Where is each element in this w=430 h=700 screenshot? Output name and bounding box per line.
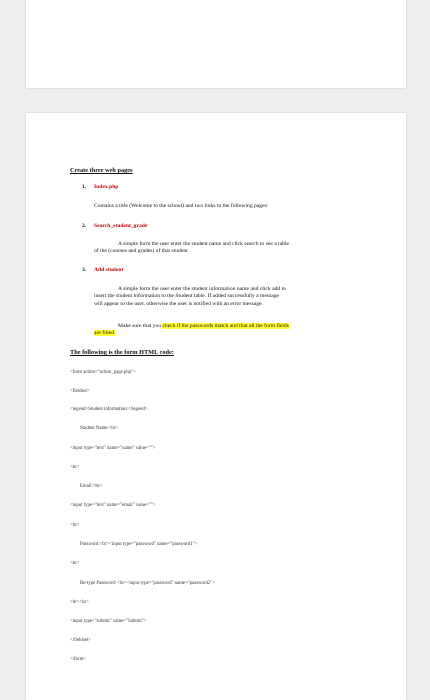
- item-name: Add student: [94, 267, 124, 273]
- code-line: <br>: [70, 465, 80, 470]
- item-name: Index.php: [94, 184, 119, 190]
- item-1-description: Contains a title (Welcome to the school) and two links to the following pages:: [94, 203, 269, 209]
- document-title: Create three web pages: [70, 167, 133, 174]
- previous-page-sheet: [26, 0, 406, 88]
- code-line: Student Name:<br>: [80, 426, 119, 431]
- code-title: The following is the form HTML code:: [70, 349, 174, 356]
- desc-line: A simple form the user enter the student information name and click add to: [118, 286, 286, 292]
- desc-line: insert the student information to the Student table. If added successfully a message: [94, 293, 280, 300]
- code-line: <br><br>: [70, 600, 89, 605]
- item-1-heading: [82, 184, 118, 191]
- item-2-heading: [82, 223, 147, 230]
- code-line: <br>: [70, 523, 80, 528]
- note-prefix: Make sure that you: [118, 323, 163, 329]
- item-number: 2.: [82, 223, 87, 229]
- note-highlight: are filled.: [94, 330, 116, 337]
- desc-line: of the (courses and grades) of that student: [94, 248, 188, 255]
- desc-line: A simple form the user enter the student name and click search to see a table: [118, 241, 290, 247]
- code-line: </fieldset>: [70, 638, 91, 643]
- note-highlight: check if the passwords match and that all the form fields: [162, 323, 289, 329]
- item-3-heading: [82, 267, 123, 274]
- note-paragraph: [94, 323, 356, 338]
- code-line: <form action="action_page.php">: [70, 370, 136, 375]
- item-2-description: [94, 241, 356, 256]
- code-line: Re-type Password: <br><input type="password" name="password2">: [80, 581, 215, 586]
- item-number: 3.: [82, 267, 87, 273]
- code-line: <input type="text" name="name" value="">: [70, 446, 156, 451]
- code-line: <input type="text" name="email" value="">: [70, 503, 156, 508]
- item-3-description: [94, 286, 356, 308]
- code-line: <input type="submit" value="Submit">: [70, 619, 147, 624]
- code-line: <fieldset>: [70, 389, 90, 394]
- code-line: Password:<br><input type="password" name="password1">: [80, 542, 198, 547]
- code-line: <legend>Student information:</legend>: [70, 407, 148, 412]
- code-line: Email:<br>: [80, 484, 103, 489]
- item-name: Search_student_grade: [94, 223, 148, 229]
- document-page: [26, 113, 406, 700]
- code-line: </form>: [70, 657, 87, 662]
- code-line: <br>: [70, 561, 80, 566]
- item-number: 1.: [82, 184, 87, 190]
- desc-line: will appear to the user, otherwise the user is notified with an error message.: [94, 300, 263, 307]
